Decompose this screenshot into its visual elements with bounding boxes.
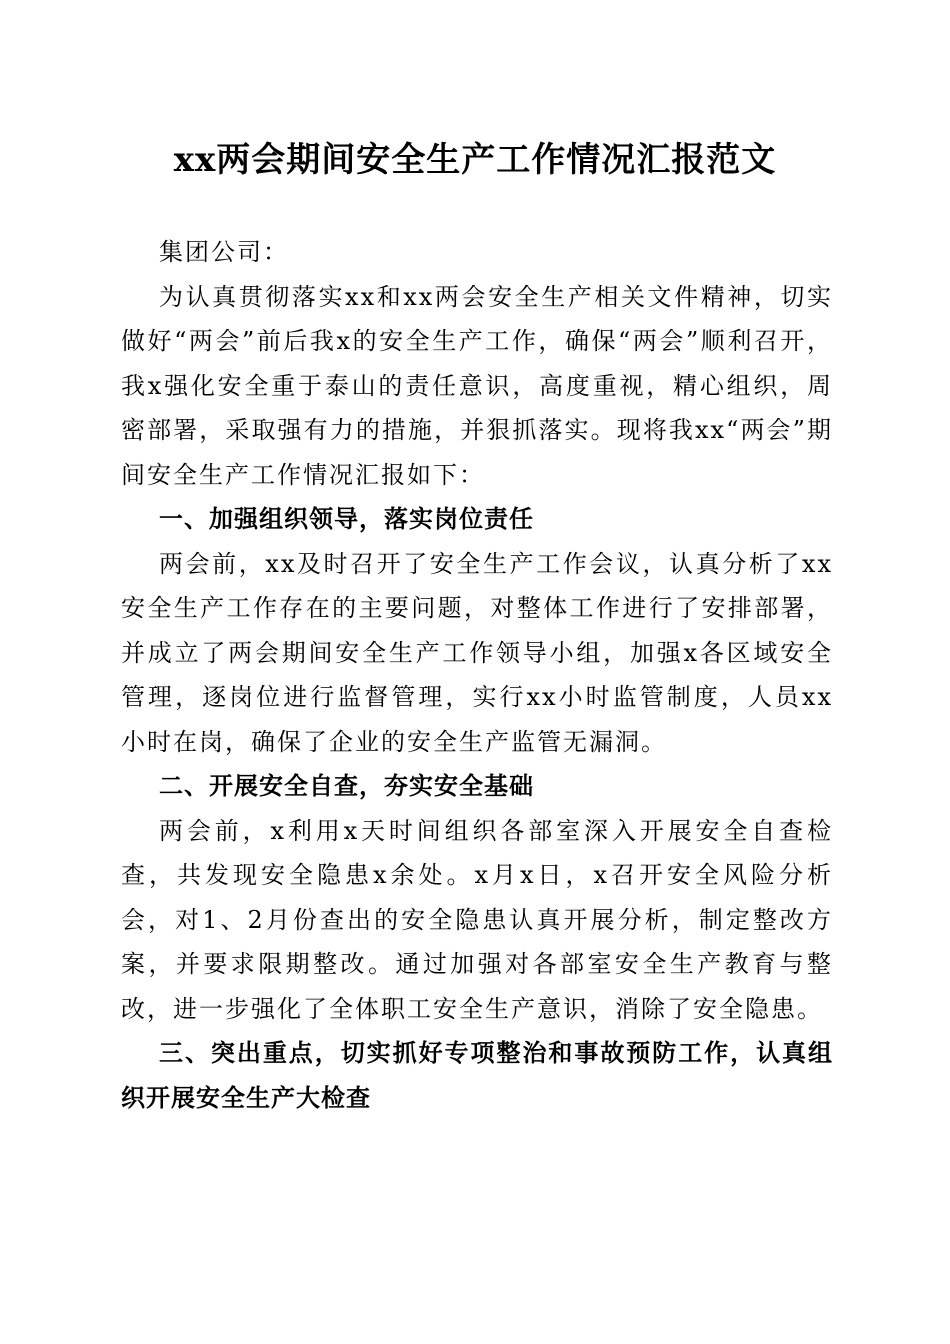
section-body-1: 两会前，xx及时召开了安全生产工作会议，认真分析了xx安全生产工作存在的主要问题，对整体工作进行了安排部署，并成立了两会期间安全生产工作领导小组，加强x各区域安全管理，逐岗位进行监督管理，实行xx小时监管制度，人员xx小时在岗，确保了企业的安全生产监管无漏洞。 <box>121 549 833 756</box>
section-body-2: 两会前，x利用x天时间组织各部室深入开展安全自查检查，共发现安全隐患x余处。x月x日，x召开安全风险分析会，对1、2月份查出的安全隐患认真开展分析，制定整改方案，并要求限期整改。通过加强对各部室安全生产教育与整改，进一步强化了全体职工安全生产意识，消除了安全隐患。 <box>121 816 833 1023</box>
section-heading-1: 一、加强组织领导，落实岗位责任 <box>159 505 534 533</box>
intro-paragraph: 为认真贯彻落实xx和xx两会安全生产相关文件精神，切实做好“两会”前后我x的安全生产工作，确保“两会”顺利召开，我x强化安全重于泰山的责任意识，高度重视，精心组织，周密部署，采取强有力的措施，并狠抓落实。现将我xx“两会”期间安全生产工作情况汇报如下： <box>121 282 833 489</box>
document-body <box>121 230 833 1120</box>
salutation: 集团公司： <box>159 238 289 266</box>
section-heading-2: 二、开展安全自查，夯实安全基础 <box>159 772 534 800</box>
document-title: xx两会期间安全生产工作情况汇报范文 <box>173 140 777 180</box>
section-heading-3: 三、突出重点，切实抓好专项整治和事故预防工作，认真组织开展安全生产大检查 <box>121 1039 833 1112</box>
